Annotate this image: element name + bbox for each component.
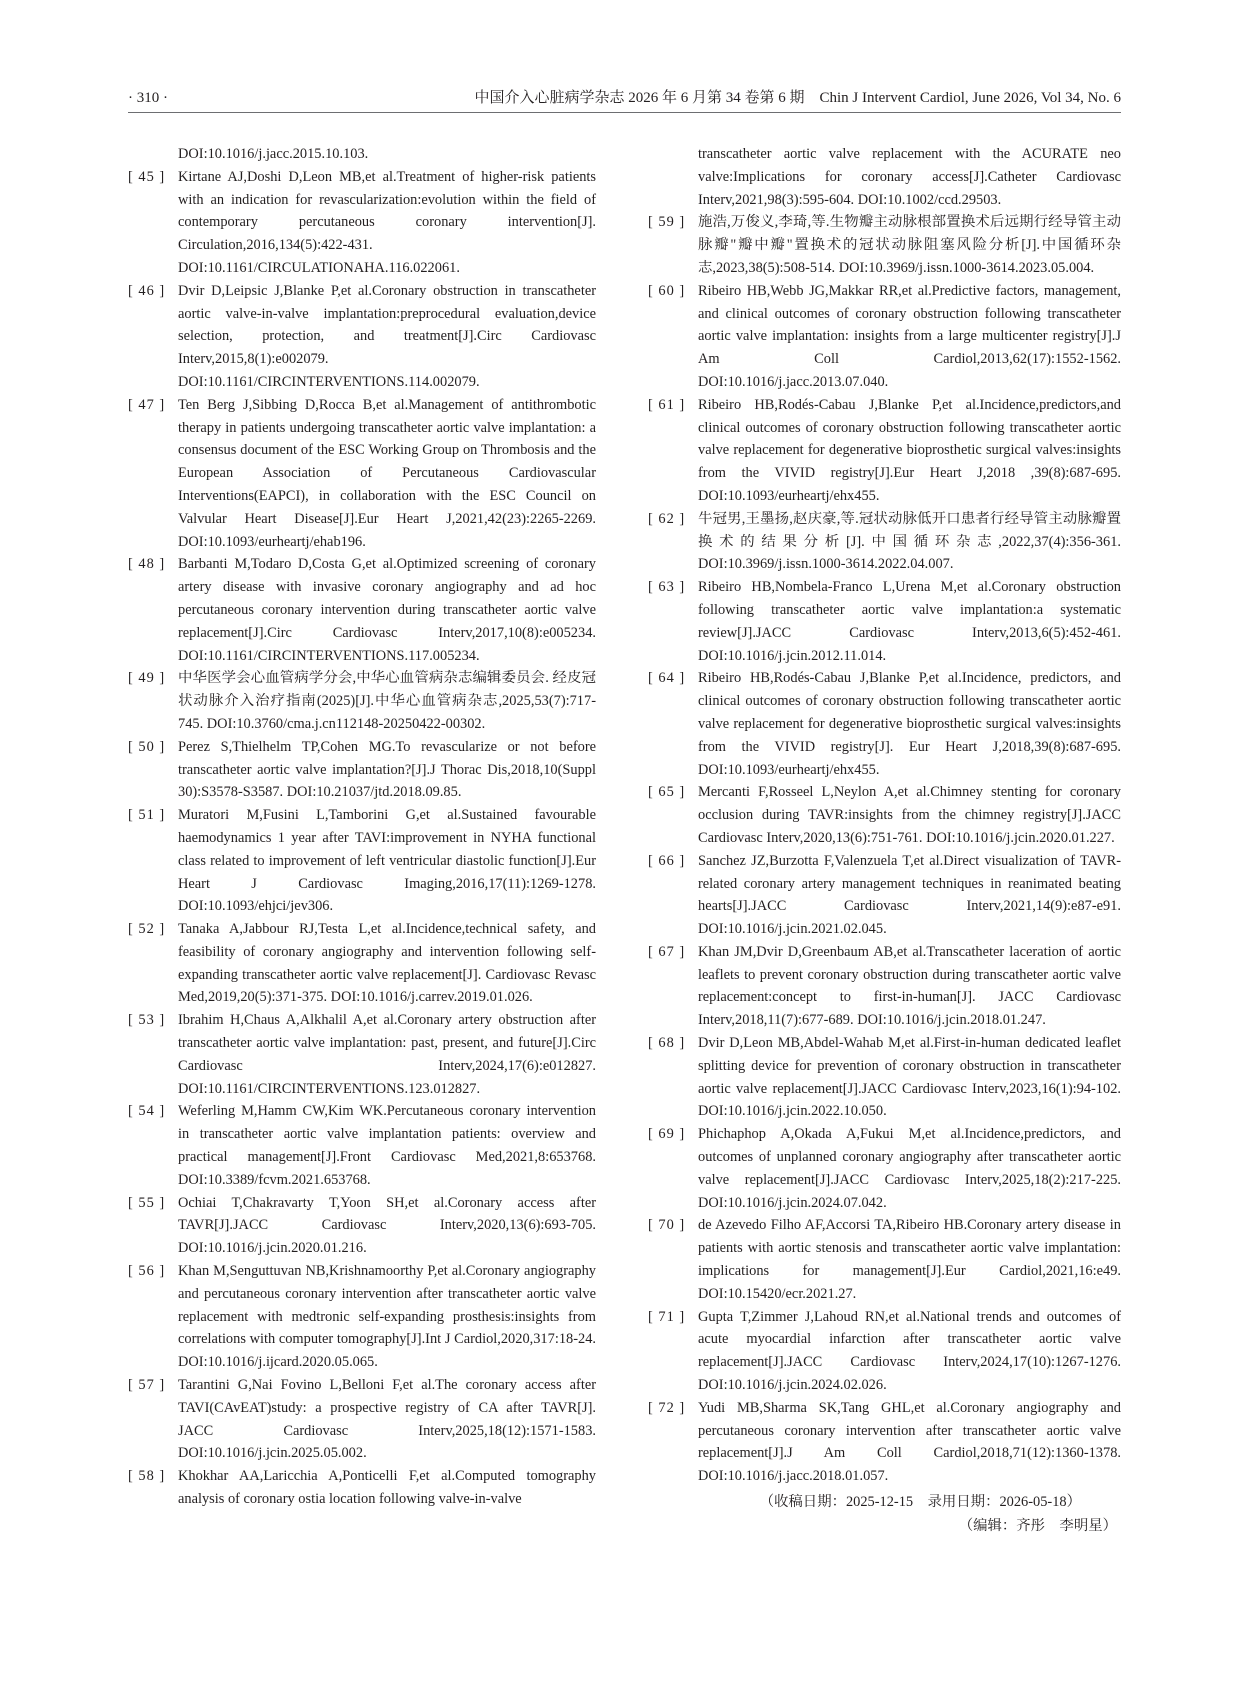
- reference-list-right: [648, 143, 1121, 1488]
- reference-number: [ 45 ]: [128, 168, 166, 185]
- reference-item: [128, 280, 596, 394]
- reference-text: Phichaphop A,Okada A,Fukui M,et al.Incidence,predictors, and outcomes of unplanned coronary angiography after transcatheter aortic valve replacement[J].JACC Cardiovasc Interv,2025,18(2):217-225. DOI:10.1016/j.jcin.2024.07.042.: [698, 1126, 1121, 1211]
- reference-number: [ 51 ]: [128, 807, 166, 824]
- reference-item: [128, 918, 596, 1009]
- reference-text: Dvir D,Leon MB,Abdel-Wahab M,et al.First-in-human dedicated leaflet splitting device for prevention of coronary obstruction in transcatheter aortic valve replacement[J].JACC Cardiovasc Interv,2023,16(1):94-102. DOI:10.1016/j.jcin.2022.10.050.: [698, 1035, 1121, 1120]
- reference-text: Ribeiro HB,Nombela-Franco L,Urena M,et al.Coronary obstruction following transcatheter aortic valve implantation:a systematic review[J].JACC Cardiovasc Interv,2013,6(5):452-461. DOI:10.1016/j.jcin.2012.11.014.: [698, 579, 1121, 664]
- reference-item: [128, 166, 596, 280]
- reference-number: [ 53 ]: [128, 1012, 166, 1029]
- reference-text: Gupta T,Zimmer J,Lahoud RN,et al.National trends and outcomes of acute myocardial infarction after transcatheter aortic valve replacement[J].JACC Cardiovasc Interv,2024,17(10):1267-1276. DOI:10.1016/j.jcin.2024.02.026.: [698, 1308, 1121, 1394]
- reference-text: 牛冠男,王墨扬,赵庆豪,等.冠状动脉低开口患者行经导管主动脉瓣置换术的结果分析[J].中国循环杂志,2022,37(4):356-361. DOI:10.3969/j.issn.1000-3614.2022.04.007.: [698, 510, 1121, 573]
- reference-item: [128, 553, 596, 667]
- reference-item: [128, 1260, 596, 1374]
- reference-number: [ 63 ]: [648, 579, 686, 596]
- reference-item: [648, 781, 1121, 849]
- running-header: [128, 84, 1121, 113]
- reference-text: 中华医学会心血管病学分会,中华心血管病杂志编辑委员会. 经皮冠状动脉介入治疗指南(2025)[J].中华心血管病杂志,2025,53(7):717-745. DOI:10.3760/cma.j.cn112148-20250422-00302.: [178, 670, 596, 732]
- reference-text: Dvir D,Leipsic J,Blanke P,et al.Coronary obstruction in transcatheter aortic valve-in-valve implantation:preprocedural evaluation,device selection, protection, and treatment[J].Circ Cardiovasc Interv,2015,8(1):e002079. DOI:10.1161/CIRCINTERVENTIONS.114.002079.: [178, 282, 596, 390]
- reference-number: [ 64 ]: [648, 670, 686, 687]
- reference-text: Tarantini G,Nai Fovino L,Belloni F,et al.The coronary access after TAVI(CAvEAT)study: a prospective registry of CA after TAVR[J]. JACC Cardiovasc Interv,2025,18(12):1571-1583. DOI:10.1016/j.jcin.2025.05.002.: [178, 1377, 596, 1462]
- reference-text: Perez S,Thielhelm TP,Cohen MG.To revascularize or not before transcatheter aortic valve implantation?[J].J Thorac Dis,2018,10(Suppl 30):S3578-S3587. DOI:10.21037/jtd.2018.09.85.: [178, 738, 596, 801]
- reference-item: [648, 1306, 1121, 1397]
- reference-number: [ 66 ]: [648, 852, 686, 869]
- reference-item: [128, 804, 596, 918]
- reference-item: [648, 576, 1121, 667]
- reference-item: [128, 1465, 596, 1511]
- reference-number: [ 56 ]: [128, 1263, 166, 1280]
- reference-text: Sanchez JZ,Burzotta F,Valenzuela T,et al.Direct visualization of TAVR-related coronary artery management techniques in reanimated beating hearts[J].JACC Cardiovasc Interv,2021,14(9):e87-e91. DOI:10.1016/j.jcin.2021.02.045.: [698, 852, 1121, 938]
- reference-continuation: DOI:10.1016/j.jacc.2015.10.103.: [178, 146, 369, 162]
- reference-text: Ibrahim H,Chaus A,Alkhalil A,et al.Coronary artery obstruction after transcatheter aortic valve implantation: past, present, and future[J].Circ Cardiovasc Interv,2024,17(6):e012827. DOI:10.1161/CIRCINTERVENTIONS.123.012827.: [178, 1012, 596, 1097]
- reference-number: [ 70 ]: [648, 1217, 686, 1234]
- reference-item: [128, 736, 596, 804]
- reference-number: [ 48 ]: [128, 556, 166, 573]
- page-number: · 310 ·: [128, 90, 168, 106]
- references-right-column: [648, 143, 1121, 1538]
- reference-number: [ 61 ]: [648, 396, 686, 413]
- reference-number: [ 58 ]: [128, 1468, 166, 1485]
- reference-item: [648, 280, 1121, 394]
- reference-text: Barbanti M,Todaro D,Costa G,et al.Optimized screening of coronary artery disease with invasive coronary angiography and ad hoc percutaneous coronary intervention during transcatheter aortic valve replacement[J].Circ Cardiovasc Interv,2017,10(8):e005234. DOI:10.1161/CIRCINTERVENTIONS.117.005234.: [178, 556, 596, 664]
- reference-item: [648, 1397, 1121, 1488]
- reference-item: [128, 1192, 596, 1260]
- reference-item: [648, 143, 1121, 211]
- reference-number: [ 55 ]: [128, 1194, 166, 1211]
- reference-item: [648, 850, 1121, 941]
- reference-number: [ 71 ]: [648, 1308, 686, 1325]
- reference-text: Ribeiro HB,Rodés-Cabau J,Blanke P,et al.Incidence, predictors, and clinical outcomes of coronary obstruction following transcatheter aortic valve replacement for degenerative bioprosthetic surgical valves:insights from the VIVID registry[J]. Eur Heart J,2018,39(8):687-695. DOI:10.1093/eurheartj/ehx455.: [698, 670, 1121, 778]
- reference-item: [648, 1123, 1121, 1214]
- reference-number: [ 69 ]: [648, 1126, 686, 1143]
- reference-item: [128, 1100, 596, 1191]
- reference-text: Weferling M,Hamm CW,Kim WK.Percutaneous coronary intervention in transcatheter aortic valve implantation patients: overview and practical management[J].Front Cardiovasc Med,2021,8:653768. DOI:10.3389/fcvm.2021.653768.: [178, 1103, 596, 1188]
- reference-item: [128, 1009, 596, 1100]
- reference-text: Khan M,Senguttuvan NB,Krishnamoorthy P,et al.Coronary angiography and percutaneous coronary intervention after transcatheter aortic valve replacement with medtronic self-expanding prosthesis:insights from correlations with computer tomography[J].Int J Cardiol,2020,317:18-24. DOI:10.1016/j.ijcard.2020.05.065.: [178, 1263, 596, 1371]
- reference-item: [128, 1374, 596, 1465]
- reference-number: [ 52 ]: [128, 921, 166, 938]
- reference-text: Kirtane AJ,Doshi D,Leon MB,et al.Treatment of higher-risk patients with an indication for revascularization:evolution within the field of contemporary percutaneous coronary intervention[J]. Circulation,2016,134(5):422-431. DOI:10.1161/CIRCULATIONAHA.116.022061.: [178, 168, 596, 276]
- reference-item: [128, 667, 596, 735]
- reference-text: Muratori M,Fusini L,Tamborini G,et al.Sustained favourable haemodynamics 1 year after TAVI:improvement in NYHA functional class related to improvement of left ventricular diastolic function[J].Eur Heart J Cardiovasc Imaging,2016,17(11):1269-1278. DOI:10.1093/ehjci/jev306.: [178, 807, 596, 915]
- reference-text: Khan JM,Dvir D,Greenbaum AB,et al.Transcatheter laceration of aortic leaflets to prevent coronary obstruction during transcatheter aortic valve replacement:concept to first-in-human[J]. JACC Cardiovasc Interv,2018,11(7):677-689. DOI:10.1016/j.jcin.2018.01.247.: [698, 943, 1121, 1029]
- reference-number: [ 50 ]: [128, 738, 166, 755]
- reference-item: [648, 1214, 1121, 1305]
- reference-text: Ribeiro HB,Rodés-Cabau J,Blanke P,et al.Incidence,predictors,and clinical outcomes of coronary obstruction following transcatheter aortic valve replacement for degenerative bioprosthetic surgical valves:insights from the VIVID registry[J].Eur Heart J,2018 ,39(8):687-695. DOI:10.1093/eurheartj/ehx455.: [698, 396, 1121, 504]
- journal-running-head: 中国介入心脏病学杂志 2026 年 6 月第 34 卷第 6 期 Chin J Intervent Cardiol, June 2026, Vol 34, No. 6: [474, 90, 1121, 106]
- reference-number: [ 67 ]: [648, 943, 686, 960]
- reference-number: [ 72 ]: [648, 1399, 686, 1416]
- reference-item: [128, 394, 596, 554]
- reference-text: Khokhar AA,Laricchia A,Ponticelli F,et al.Computed tomography analysis of coronary ostia location following valve-in-valve: [178, 1468, 596, 1508]
- reference-item: [648, 667, 1121, 781]
- reference-number: [ 54 ]: [128, 1103, 166, 1120]
- reference-list-left: [128, 166, 596, 1511]
- reference-text: Ribeiro HB,Webb JG,Makkar RR,et al.Predictive factors, management, and clinical outcomes of coronary obstruction following transcatheter aortic valve implantation: insights from a large multicenter registry[J].J Am Coll Cardiol,2013,62(17):1552-1562. DOI:10.1016/j.jacc.2013.07.040.: [698, 282, 1121, 390]
- reference-item: [648, 211, 1121, 279]
- reference-number: [ 46 ]: [128, 282, 166, 299]
- reference-number: [ 49 ]: [128, 670, 166, 687]
- reference-text: transcatheter aortic valve replacement with the ACURATE neo valve:Implications for coronary access[J].Catheter Cardiovasc Interv,2021,98(3):595-604. DOI:10.1002/ccd.29503.: [698, 146, 1121, 208]
- reference-number: [ 62 ]: [648, 510, 686, 527]
- reference-item: [648, 941, 1121, 1032]
- reference-number: [ 47 ]: [128, 396, 166, 413]
- reference-item: [648, 508, 1121, 576]
- reference-number: [ 60 ]: [648, 282, 686, 299]
- reference-number: [ 68 ]: [648, 1035, 686, 1052]
- references-left-column: [128, 143, 596, 1511]
- reference-number: [ 59 ]: [648, 214, 686, 231]
- received-dates: （收稿日期：2025-12-15 录用日期：2026-05-18）: [759, 1494, 1081, 1511]
- reference-number: [ 57 ]: [128, 1377, 166, 1394]
- reference-text: 施浩,万俊义,李琦,等.生物瓣主动脉根部置换术后远期行经导管主动脉瓣"瓣中瓣"置换术的冠状动脉阻塞风险分析[J].中国循环杂志,2023,38(5):508-514. DOI:10.3969/j.issn.1000-3614.2023.05.004.: [698, 214, 1121, 276]
- reference-text: Ochiai T,Chakravarty T,Yoon SH,et al.Coronary access after TAVR[J].JACC Cardiovasc Interv,2020,13(6):693-705. DOI:10.1016/j.jcin.2020.01.216.: [178, 1194, 596, 1257]
- reference-text: Ten Berg J,Sibbing D,Rocca B,et al.Management of antithrombotic therapy in patients undergoing transcatheter aortic valve implantation: a consensus document of the ESC Working Group on Thrombosis and the European Association of Percutaneous Cardiovascular Interventions(EAPCI), in collaboration with the ESC Council on Valvular Heart Disease[J].Eur Heart J,2021,42(23):2265-2269. DOI:10.1093/eurheartj/ehab196.: [178, 396, 596, 550]
- reference-text: Mercanti F,Rosseel L,Neylon A,et al.Chimney stenting for coronary occlusion during TAVR:insights from the chimney registry[J].JACC Cardiovasc Interv,2020,13(6):751-761. DOI:10.1016/j.jcin.2020.01.227.: [698, 784, 1121, 846]
- reference-text: de Azevedo Filho AF,Accorsi TA,Ribeiro HB.Coronary artery disease in patients with aortic stenosis and transcatheter aortic valve implantation: implications for management[J].Eur Cardiol,2021,16:e49. DOI:10.15420/ecr.2021.27.: [698, 1217, 1121, 1302]
- reference-item: [648, 394, 1121, 508]
- reference-text: Tanaka A,Jabbour RJ,Testa L,et al.Incidence,technical safety, and feasibility of coronary angiography and intervention following self-expanding transcatheter aortic valve replacement[J]. Cardiovasc Revasc Med,2019,20(5):371-375. DOI:10.1016/j.carrev.2019.01.026.: [178, 921, 596, 1006]
- reference-number: [ 65 ]: [648, 784, 686, 801]
- editors-line: （编辑：齐彤 李明星）: [958, 1518, 1117, 1535]
- reference-item: [648, 1032, 1121, 1123]
- reference-text: Yudi MB,Sharma SK,Tang GHL,et al.Coronary angiography and percutaneous coronary intervention after transcatheter aortic valve replacement[J].J Am Coll Cardiol,2018,71(12):1360-1378. DOI:10.1016/j.jacc.2018.01.057.: [698, 1399, 1121, 1485]
